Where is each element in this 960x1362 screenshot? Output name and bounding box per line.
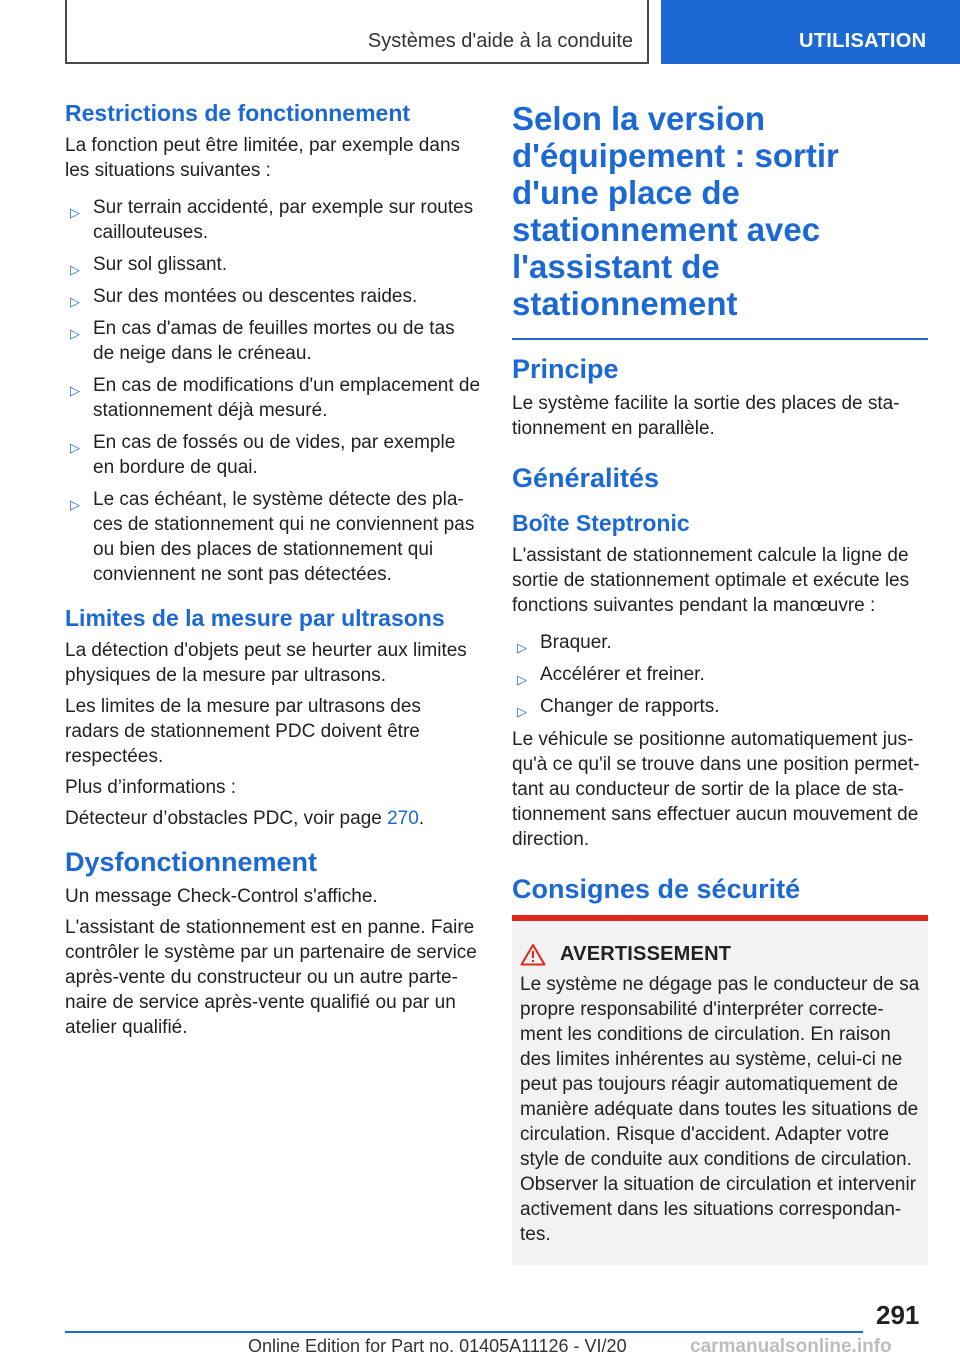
ultrasons-p4: Détecteur d’obstacles PDC, voir page 270. <box>65 808 425 829</box>
warning-text: Le système ne dégage pas le conducteur de sa propre responsabilité d'interpréter correcte-ment les conditions de circulation. En raison des limites inhérentes au système, celui-ci ne peut pas toujours réagir automatiquement de manière adéquate dans toutes les situations de circulation. Risque d'accident. Adapter votre style de conduite aux conditions de circulation. Observer la situation de circulation et intervenir activement dans les situations correspondan-tes. <box>520 974 920 1245</box>
triangle-bullet-icon: ▷ <box>517 672 527 687</box>
steptronic-list <box>512 630 928 719</box>
list-item: ▷ Sur des montées ou descentes raides. <box>65 284 480 309</box>
list-item: ▷ Changer de rapports. <box>512 694 928 719</box>
consignes-heading: Consignes de sécurité <box>512 874 801 904</box>
dysfonctionnement-p1: Un message Check-Control s'affiche. <box>65 886 378 907</box>
triangle-bullet-icon: ▷ <box>70 262 80 277</box>
ultrasons-heading: Limites de la mesure par ultrasons <box>65 605 445 631</box>
triangle-bullet-icon: ▷ <box>70 440 80 455</box>
list-item: ▷ Sur terrain accidenté, par exemple sur routes caillouteuses. <box>70 197 474 243</box>
warning-triangle-icon <box>520 943 546 966</box>
main-title: Selon la version d'équipement : sortir d'une place de stationnement avec l'assistant de stationnement <box>512 100 839 322</box>
triangle-bullet-icon: ▷ <box>517 704 527 719</box>
triangle-bullet-icon: ▷ <box>70 205 80 220</box>
list-item: ▷ En cas d'amas de feuilles mortes ou de tas de neige dans le créneau. <box>70 318 455 364</box>
triangle-bullet-icon: ▷ <box>70 383 80 398</box>
list-item: ▷ Braquer. <box>512 630 928 655</box>
triangle-bullet-icon: ▷ <box>517 640 527 655</box>
principe-text: Le système facilite la sortie des places de sta-tionnement en parallèle. <box>512 393 900 439</box>
list-item: ▷ Accélérer et freiner. <box>512 662 928 687</box>
ultrasons-p3: Plus d’informations : <box>65 777 237 798</box>
warning-header <box>520 943 920 966</box>
footer-rule <box>65 1331 863 1333</box>
restrictions-intro: La fonction peut être limitée, par exemple dans les situations suivantes : <box>65 135 461 181</box>
warning-label: AVERTISSEMENT <box>560 943 732 965</box>
triangle-bullet-icon: ▷ <box>70 326 80 341</box>
header-section-box <box>65 0 649 64</box>
restrictions-list <box>65 195 480 587</box>
principe-heading: Principe <box>512 354 619 384</box>
triangle-bullet-icon: ▷ <box>70 497 80 512</box>
page-link-270[interactable]: 270 <box>387 808 419 829</box>
steptronic-text: L'assistant de stationnement calcule la ligne de sortie de stationnement optimale et exécute les fonctions suivantes pendant la manœuvre : <box>512 545 910 616</box>
dysfonctionnement-p2: L'assistant de stationnement est en panne. Faire contrôler le système par un partenaire de service après-vente du constructeur ou un autre parte-naire de service après-vente qualifié ou par un atelier qualifié. <box>65 917 477 1038</box>
ultrasons-p1: La détection d'objets peut se heurter aux limites physiques de la mesure par ultrasons. <box>65 640 467 686</box>
ultrasons-p2: Les limites de la mesure par ultrasons des radars de stationnement PDC doivent être respectées. <box>65 696 421 767</box>
steptronic-heading: Boîte Steptronic <box>512 510 690 536</box>
page-number: 291 <box>876 1300 920 1330</box>
watermark: carmanualsonline.info <box>690 1336 892 1357</box>
footer-edition: Online Edition for Part no. 01405A11126 - VI/20 <box>248 1336 627 1356</box>
left-column <box>65 100 480 1046</box>
title-rule <box>512 338 928 340</box>
warning-box <box>512 915 928 1265</box>
restrictions-heading: Restrictions de fonctionnement <box>65 100 411 126</box>
list-item: ▷ Sur sol glissant. <box>65 252 480 277</box>
steptronic-after: Le véhicule se positionne automatiquement jus-qu'à ce qu'il se trouve dans une position permet-tant au conducteur de sortir de la place de sta-tionnement sans effectuer aucun mouvement de direction. <box>512 729 920 850</box>
header-section-title: Systèmes d'aide à la conduite <box>367 30 633 52</box>
generalites-heading: Généralités <box>512 463 660 493</box>
right-column <box>512 100 928 1265</box>
header-tab: UTILISATION <box>661 0 960 64</box>
list-item: ▷ En cas de fossés ou de vides, par exemple en bordure de quai. <box>70 432 456 478</box>
list-item: ▷ Le cas échéant, le système détecte des pla-ces de stationnement qui ne conviennent pas ou bien des places de stationnement qui conviennent ne sont pas détectées. <box>70 489 475 585</box>
triangle-bullet-icon: ▷ <box>70 294 80 309</box>
list-item: ▷ En cas de modifications d'un emplacement de stationnement déjà mesuré. <box>70 375 481 421</box>
dysfonctionnement-heading: Dysfonctionnement <box>65 847 318 877</box>
